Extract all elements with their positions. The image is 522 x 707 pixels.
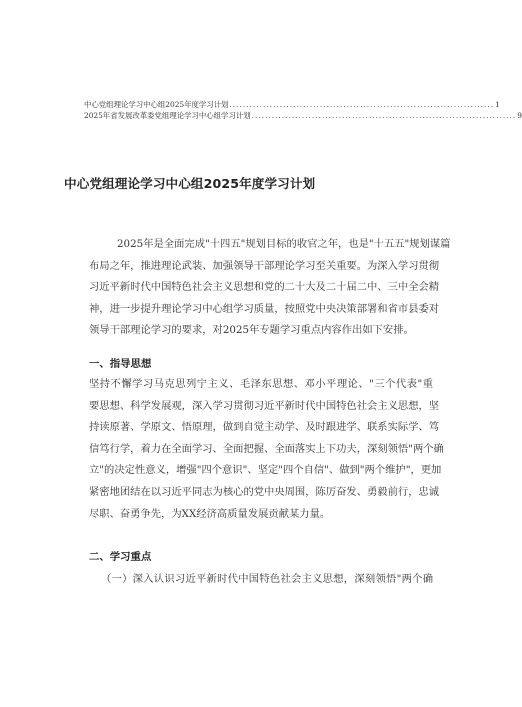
toc-leader-dots: ...............................................................................	[229, 100, 495, 109]
paragraph-line: 紧密地团结在以习近平同志为核心的党中央周围，陈厉奋发、勇毅前行，忠诚	[89, 485, 440, 498]
section-heading-study-focus: 二、学习重点	[89, 551, 152, 563]
toc-entry-title: 2025年省发展改革委党组理论学习中心组学习计划	[84, 111, 251, 120]
toc-entry[interactable]	[84, 99, 500, 110]
paragraph-line: （一）深入认识习近平新时代中国特色社会主义思想，深刻领悟"两个确	[101, 573, 433, 585]
toc-entry-title: 中心党组理论学习中心组2025年度学习计划	[84, 100, 229, 109]
document-title: 中心党组理论学习中心组2025年度学习计划	[64, 176, 316, 191]
paragraph-line: 神，进一步提升理论学习中心组学习质量，按照党中央决策部署和省市县委对	[89, 302, 440, 315]
paragraph-line: 2025年是全面完成"十四五"规划目标的收官之年，也是"十五五"规划谋篇	[117, 238, 451, 250]
paragraph-line: 要思想、科学发展观，深入学习贯彻习近平新时代中国特色社会主义思想，坚	[89, 399, 440, 412]
toc-leader-dots: ...............................................................................	[251, 111, 517, 120]
paragraph-line: 尽职、奋勇争先，为XX经济高质量发展贡献某力量。	[89, 507, 331, 520]
paragraph-line: 习近平新时代中国特色社会主义思想和党的二十大及二十届二中、三中全会精	[89, 281, 440, 294]
paragraph-line: 领导干部理论学习的要求，对2025年专题学习重点内容作出如下安排。	[89, 324, 414, 337]
toc-entry[interactable]	[84, 110, 522, 121]
toc-entry-page: 9	[517, 111, 522, 120]
paragraph-line: 信笃行学，着力在全面学习、全面把握、全面落实上下功夫，深刻领悟"两个确	[89, 442, 444, 455]
guiding-ideology-paragraph	[89, 374, 444, 525]
paragraph-line: 布局之年，推进理论武装、加强领导干部理论学习至关重要。为深入学习贯彻	[89, 259, 440, 272]
toc-entry-page: 1	[495, 100, 500, 109]
paragraph-line: 立"的决定性意义，增强"四个意识"、坚定"四个自信"、做到"两个维护"，更加	[89, 464, 442, 477]
paragraph-line: 坚持不懈学习马克思列宁主义、毛泽东思想、邓小平理论、"三个代表"重	[89, 378, 433, 390]
intro-paragraph	[89, 234, 451, 342]
study-focus-paragraph	[101, 569, 433, 591]
section-heading-guiding-ideology: 一、指导思想	[89, 358, 152, 370]
paragraph-line: 持读原著、学原文、悟原理，做到自觉主动学、及时跟进学、联系实际学、笃	[89, 421, 440, 434]
table-of-contents	[84, 99, 522, 121]
